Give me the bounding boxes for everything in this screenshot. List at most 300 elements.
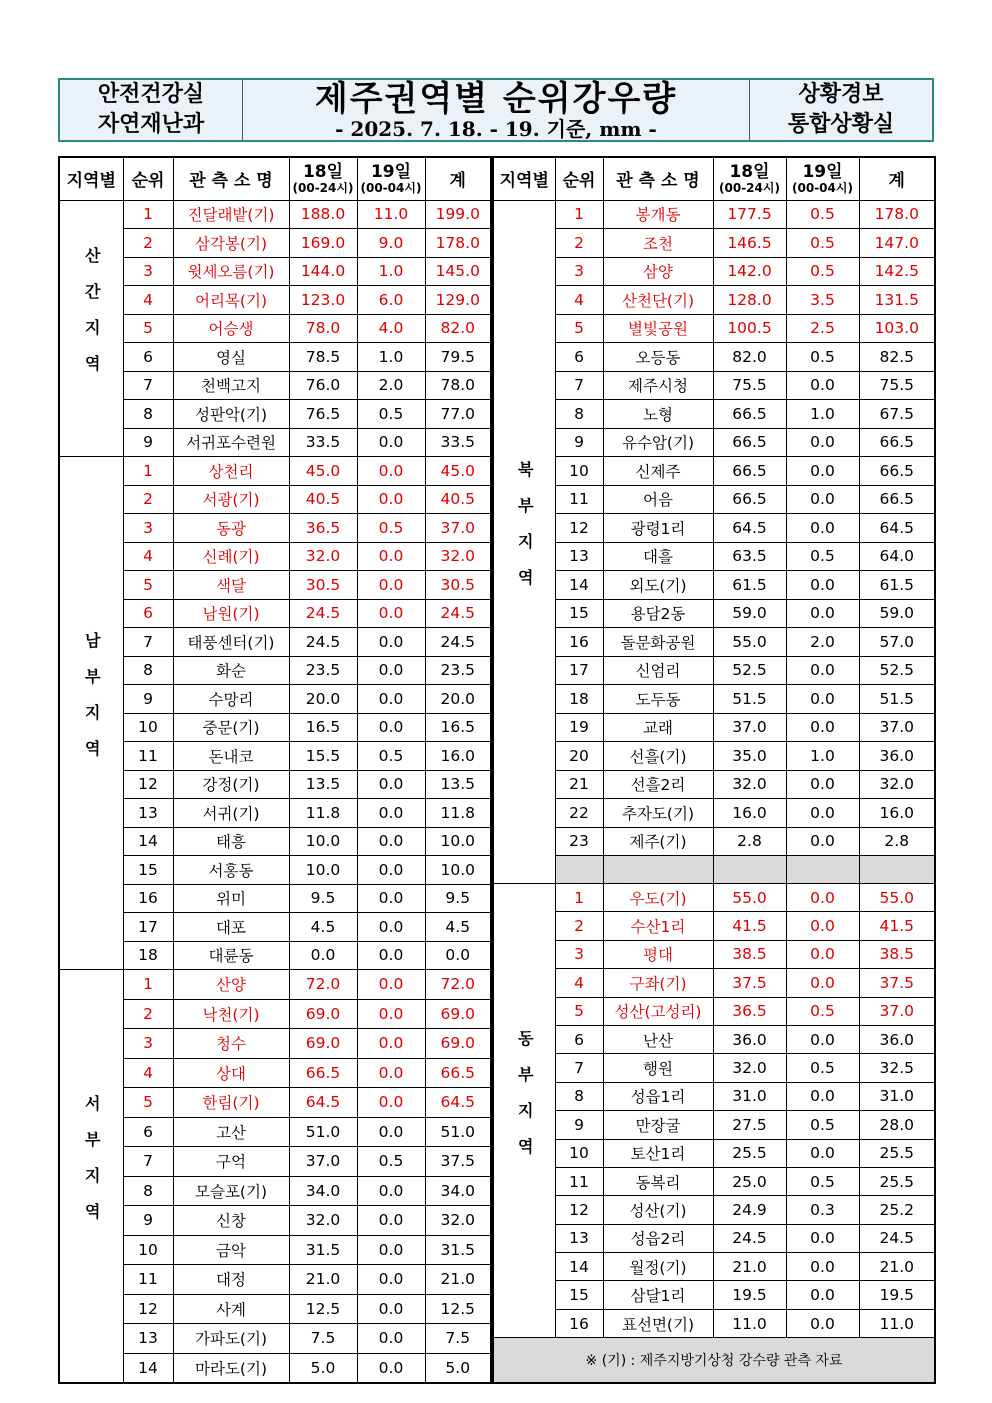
cell-station: 태풍센터(기) [173, 628, 289, 657]
cell-d19: 0.0 [786, 1281, 859, 1309]
cell-d18: 16.5 [289, 713, 357, 742]
cell-total: 34.0 [425, 1176, 491, 1206]
cell-d19: 9.0 [357, 229, 425, 258]
cell-total: 7.5 [425, 1324, 491, 1354]
cell-total: 37.0 [859, 997, 935, 1025]
cell-d18: 16.0 [713, 799, 786, 828]
cell-d18: 36.5 [289, 514, 357, 543]
table-row [59, 827, 491, 856]
cell-d18: 24.5 [289, 628, 357, 657]
cell-d18: 7.5 [289, 1324, 357, 1354]
cell-d18: 36.0 [713, 1025, 786, 1053]
cell-rank: 12 [123, 770, 173, 799]
cell-station: 성읍2리 [603, 1224, 713, 1252]
left-rainfall-table [58, 156, 492, 1384]
col-header-station: 관 측 소 명 [173, 157, 289, 200]
col-header-day18-label: 18일 [302, 162, 344, 183]
cell-total: 66.5 [425, 1058, 491, 1088]
cell-total: 37.5 [425, 1147, 491, 1177]
cell-rank: 20 [555, 742, 603, 771]
cell-station: 어음 [603, 485, 713, 514]
cell-d19: 0.0 [786, 514, 859, 543]
table-row [493, 969, 935, 997]
cell-d19: 0.0 [786, 940, 859, 968]
cell-rank: 8 [555, 400, 603, 429]
cell-d19: 0.0 [357, 856, 425, 885]
cell-rank: 22 [555, 799, 603, 828]
cell-station: 선흘(기) [603, 742, 713, 771]
cell-rank: 1 [555, 884, 603, 912]
cell-station: 한림(기) [173, 1088, 289, 1118]
cell-d19: 0.0 [786, 770, 859, 799]
cell-d18: 2.8 [713, 827, 786, 856]
cell-station: 천백고지 [173, 371, 289, 400]
cell-station: 서홍동 [173, 856, 289, 885]
cell-rank: 2 [123, 485, 173, 514]
cell-rank: 21 [555, 770, 603, 799]
column-header-row [59, 157, 491, 200]
cell-d19: 0.0 [357, 1088, 425, 1118]
cell-total: 0.0 [425, 941, 491, 970]
cell-d18: 25.5 [713, 1139, 786, 1167]
cell-total: 66.5 [859, 428, 935, 457]
column-header-row [493, 157, 935, 200]
cell-station: 수망리 [173, 685, 289, 714]
cell-station: 유수암(기) [603, 428, 713, 457]
cell-d18: 10.0 [289, 856, 357, 885]
cell-d18: 66.5 [713, 457, 786, 486]
cell-d19: 0.0 [357, 1324, 425, 1354]
cell-station: 광령1리 [603, 514, 713, 543]
cell-d19: 0.0 [786, 485, 859, 514]
table-row [59, 1058, 491, 1088]
region-cell-north [493, 200, 555, 884]
region-label: 북부지역 [515, 460, 535, 605]
cell-total: 10.0 [425, 856, 491, 885]
cell-d18: 21.0 [713, 1253, 786, 1281]
cell-total: 64.5 [859, 514, 935, 543]
table-row [493, 1253, 935, 1281]
cell-total: 72.0 [425, 970, 491, 1000]
cell-d19: 11.0 [357, 200, 425, 229]
cell-d19: 0.5 [786, 997, 859, 1025]
table-row [59, 514, 491, 543]
cell-d19: 0.0 [357, 656, 425, 685]
cell-station: 중문(기) [173, 713, 289, 742]
region-cell-west [59, 970, 123, 1383]
table-row [59, 542, 491, 571]
table-row [59, 1294, 491, 1324]
cell-d18: 38.5 [713, 940, 786, 968]
cell-rank: 17 [555, 656, 603, 685]
cell-station: 영실 [173, 343, 289, 372]
cell-total: 79.5 [425, 343, 491, 372]
cell-total: 16.0 [425, 742, 491, 771]
cell-d18: 45.0 [289, 457, 357, 486]
cell-d19: 0.5 [357, 400, 425, 429]
table-row [493, 997, 935, 1025]
cell-d19: 0.0 [357, 571, 425, 600]
cell-d18: 72.0 [289, 970, 357, 1000]
cell-d19: 0.0 [786, 571, 859, 600]
cell-total: 66.5 [859, 457, 935, 486]
cell-d19: 1.0 [357, 257, 425, 286]
col-header-rank: 순위 [123, 157, 173, 200]
cell-d18: 23.5 [289, 656, 357, 685]
cell-station: 돈내코 [173, 742, 289, 771]
cell-d19: 0.0 [357, 1265, 425, 1295]
region-cell-south [59, 457, 123, 970]
cell-d18: 144.0 [289, 257, 357, 286]
cell-d19: 0.0 [357, 1294, 425, 1324]
cell-rank: 6 [555, 1025, 603, 1053]
table-row [59, 685, 491, 714]
cell-d18: 30.5 [289, 571, 357, 600]
cell-rank: 6 [123, 599, 173, 628]
cell-station: 표선면(기) [603, 1309, 713, 1337]
cell-d19: 0.0 [786, 685, 859, 714]
cell-total: 16.0 [859, 799, 935, 828]
table-row [493, 827, 935, 856]
cell-station: 윗세오름(기) [173, 257, 289, 286]
cell-station: 만장굴 [603, 1111, 713, 1139]
cell-total: 67.5 [859, 400, 935, 429]
blank-cell [603, 856, 713, 884]
table-row [59, 628, 491, 657]
cell-station: 서귀(기) [173, 799, 289, 828]
cell-rank: 4 [123, 542, 173, 571]
cell-d19: 0.0 [786, 1139, 859, 1167]
cell-total: 32.0 [425, 542, 491, 571]
table-row [59, 1117, 491, 1147]
cell-d18: 78.5 [289, 343, 357, 372]
cell-total: 19.5 [859, 1281, 935, 1309]
table-row [59, 457, 491, 486]
table-row [493, 200, 935, 229]
table-row [493, 713, 935, 742]
cell-total: 82.0 [425, 314, 491, 343]
cell-rank: 5 [123, 571, 173, 600]
cell-rank: 6 [123, 343, 173, 372]
cell-d19: 0.5 [357, 742, 425, 771]
cell-total: 78.0 [425, 371, 491, 400]
cell-total: 129.0 [425, 286, 491, 315]
cell-d18: 27.5 [713, 1111, 786, 1139]
cell-d19: 0.0 [357, 941, 425, 970]
cell-station: 행원 [603, 1054, 713, 1082]
table-row [59, 799, 491, 828]
cell-rank: 8 [123, 1176, 173, 1206]
table-row [493, 1054, 935, 1082]
cell-rank: 13 [123, 1324, 173, 1354]
cell-rank: 15 [123, 856, 173, 885]
cell-total: 5.0 [425, 1353, 491, 1383]
cell-rank: 2 [123, 999, 173, 1029]
cell-total: 36.0 [859, 1025, 935, 1053]
cell-d19: 0.0 [786, 912, 859, 940]
cell-rank: 2 [123, 229, 173, 258]
cell-station: 금악 [173, 1235, 289, 1265]
col-header-total: 계 [859, 157, 935, 200]
cell-station: 대정 [173, 1265, 289, 1295]
cell-d18: 15.5 [289, 742, 357, 771]
cell-rank: 6 [123, 1117, 173, 1147]
cell-total: 38.5 [859, 940, 935, 968]
cell-total: 147.0 [859, 229, 935, 258]
cell-station: 서귀포수련원 [173, 428, 289, 457]
table-row [493, 1281, 935, 1309]
cell-station: 조천 [603, 229, 713, 258]
table-row [493, 229, 935, 258]
cell-d19: 0.0 [357, 457, 425, 486]
cell-d19: 1.0 [786, 742, 859, 771]
cell-rank: 9 [123, 428, 173, 457]
cell-rank: 14 [555, 1253, 603, 1281]
cell-station: 대포 [173, 913, 289, 942]
cell-d19: 4.0 [357, 314, 425, 343]
cell-d18: 32.0 [289, 1206, 357, 1236]
cell-total: 82.5 [859, 343, 935, 372]
cell-d19: 0.0 [357, 1029, 425, 1059]
cell-d18: 146.5 [713, 229, 786, 258]
cell-d18: 31.5 [289, 1235, 357, 1265]
cell-rank: 14 [123, 827, 173, 856]
cell-rank: 5 [123, 314, 173, 343]
cell-total: 33.5 [425, 428, 491, 457]
col-header-day18-hours: (00-24시) [292, 181, 354, 196]
cell-total: 36.0 [859, 742, 935, 771]
cell-station: 화순 [173, 656, 289, 685]
region-label: 서부지역 [82, 1094, 102, 1239]
office-line1: 상황경보 [798, 82, 884, 107]
cell-total: 178.0 [425, 229, 491, 258]
cell-d18: 169.0 [289, 229, 357, 258]
cell-d19: 0.0 [786, 599, 859, 628]
cell-station: 상천리 [173, 457, 289, 486]
table-row [493, 400, 935, 429]
cell-d19: 6.0 [357, 286, 425, 315]
cell-total: 75.5 [859, 371, 935, 400]
cell-total: 52.5 [859, 656, 935, 685]
table-row [59, 1029, 491, 1059]
cell-station: 태흥 [173, 827, 289, 856]
cell-d19: 1.0 [357, 343, 425, 372]
cell-d19: 0.0 [357, 542, 425, 571]
cell-d19: 0.0 [786, 1224, 859, 1252]
cell-d19: 0.0 [357, 1353, 425, 1383]
blank-cell [555, 856, 603, 884]
cell-station: 외도(기) [603, 571, 713, 600]
cell-rank: 15 [555, 1281, 603, 1309]
cell-d18: 34.0 [289, 1176, 357, 1206]
cell-rank: 11 [123, 742, 173, 771]
cell-rank: 8 [123, 400, 173, 429]
region-cell-mountain [59, 200, 123, 457]
col-header-day19 [357, 157, 425, 200]
col-header-day19-label: 19일 [370, 162, 412, 183]
cell-d19: 0.5 [786, 1167, 859, 1195]
cell-d18: 64.5 [289, 1088, 357, 1118]
cell-rank: 18 [555, 685, 603, 714]
region-label: 남부지역 [82, 632, 102, 776]
cell-total: 10.0 [425, 827, 491, 856]
cell-rank: 7 [123, 1147, 173, 1177]
table-row [59, 485, 491, 514]
department-line1: 안전건강실 [97, 82, 205, 107]
table-row [493, 1082, 935, 1110]
cell-d19: 0.5 [786, 200, 859, 229]
cell-d18: 37.0 [713, 713, 786, 742]
table-row [59, 286, 491, 315]
cell-total: 178.0 [859, 200, 935, 229]
table-row [59, 314, 491, 343]
cell-station: 산양 [173, 970, 289, 1000]
right-rainfall-table [492, 156, 936, 1384]
cell-d18: 66.5 [289, 1058, 357, 1088]
cell-d19: 0.0 [786, 656, 859, 685]
cell-d18: 76.0 [289, 371, 357, 400]
cell-d19: 0.0 [357, 884, 425, 913]
cell-d18: 19.5 [713, 1281, 786, 1309]
cell-station: 색달 [173, 571, 289, 600]
cell-station: 진달래밭(기) [173, 200, 289, 229]
cell-rank: 10 [123, 713, 173, 742]
title-box [242, 80, 750, 140]
cell-d19: 0.0 [786, 884, 859, 912]
cell-total: 31.0 [859, 1082, 935, 1110]
cell-d18: 52.5 [713, 656, 786, 685]
report-title: 제주권역별 순위강우량 [314, 79, 678, 119]
cell-rank: 12 [555, 514, 603, 543]
cell-total: 25.2 [859, 1196, 935, 1224]
cell-d18: 69.0 [289, 999, 357, 1029]
cell-rank: 11 [555, 485, 603, 514]
cell-total: 16.5 [425, 713, 491, 742]
cell-d19: 0.5 [786, 1111, 859, 1139]
table-row [493, 770, 935, 799]
col-header-day18 [289, 157, 357, 200]
cell-total: 199.0 [425, 200, 491, 229]
cell-d18: 78.0 [289, 314, 357, 343]
cell-rank: 16 [555, 628, 603, 657]
cell-total: 64.5 [425, 1088, 491, 1118]
cell-station: 대흘 [603, 542, 713, 571]
table-row [59, 1088, 491, 1118]
cell-rank: 11 [123, 1265, 173, 1295]
table-row [59, 1265, 491, 1295]
table-row [59, 1176, 491, 1206]
cell-total: 32.0 [425, 1206, 491, 1236]
cell-d19: 0.0 [357, 713, 425, 742]
table-row [493, 314, 935, 343]
col-header-total: 계 [425, 157, 491, 200]
cell-d18: 13.5 [289, 770, 357, 799]
cell-rank: 5 [555, 997, 603, 1025]
cell-total: 25.5 [859, 1139, 935, 1167]
cell-d18: 0.0 [289, 941, 357, 970]
cell-total: 9.5 [425, 884, 491, 913]
region-label: 산간지역 [82, 247, 102, 392]
cell-d19: 0.0 [357, 799, 425, 828]
cell-total: 32.0 [859, 770, 935, 799]
table-row [59, 941, 491, 970]
cell-station: 월정(기) [603, 1253, 713, 1281]
cell-rank: 2 [555, 912, 603, 940]
cell-rank: 4 [555, 286, 603, 315]
cell-station: 교래 [603, 713, 713, 742]
cell-total: 142.5 [859, 257, 935, 286]
cell-d18: 33.5 [289, 428, 357, 457]
cell-d18: 188.0 [289, 200, 357, 229]
cell-d19: 0.0 [357, 1058, 425, 1088]
cell-d19: 0.5 [786, 542, 859, 571]
cell-rank: 13 [555, 542, 603, 571]
cell-station: 서광(기) [173, 485, 289, 514]
table-row [59, 1147, 491, 1177]
cell-station: 별빛공원 [603, 314, 713, 343]
cell-total: 41.5 [859, 912, 935, 940]
col-header-region: 지역별 [59, 157, 123, 200]
cell-rank: 4 [123, 1058, 173, 1088]
cell-station: 구억 [173, 1147, 289, 1177]
cell-station: 난산 [603, 1025, 713, 1053]
cell-d18: 21.0 [289, 1265, 357, 1295]
cell-d18: 12.5 [289, 1294, 357, 1324]
cell-d18: 64.5 [713, 514, 786, 543]
cell-station: 어승생 [173, 314, 289, 343]
cell-total: 24.5 [425, 599, 491, 628]
cell-d18: 61.5 [713, 571, 786, 600]
cell-d19: 0.0 [786, 713, 859, 742]
cell-d18: 24.5 [713, 1224, 786, 1252]
cell-total: 12.5 [425, 1294, 491, 1324]
cell-total: 69.0 [425, 999, 491, 1029]
cell-d18: 128.0 [713, 286, 786, 315]
cell-d18: 35.0 [713, 742, 786, 771]
cell-rank: 17 [123, 913, 173, 942]
table-row [493, 1224, 935, 1252]
blank-cell [859, 856, 935, 884]
cell-d18: 142.0 [713, 257, 786, 286]
blank-cell [713, 856, 786, 884]
cell-rank: 4 [555, 969, 603, 997]
col-header-day18 [713, 157, 786, 200]
cell-d18: 66.5 [713, 400, 786, 429]
cell-total: 21.0 [425, 1265, 491, 1295]
cell-rank: 3 [123, 1029, 173, 1059]
table-row [59, 742, 491, 771]
cell-d18: 9.5 [289, 884, 357, 913]
cell-station: 선흘2리 [603, 770, 713, 799]
cell-d18: 51.5 [713, 685, 786, 714]
cell-rank: 8 [123, 656, 173, 685]
cell-station: 신례(기) [173, 542, 289, 571]
cell-d18: 10.0 [289, 827, 357, 856]
blank-row [493, 856, 935, 884]
col-header-day19-label: 19일 [802, 162, 843, 183]
cell-station: 삼각봉(기) [173, 229, 289, 258]
cell-d18: 37.0 [289, 1147, 357, 1177]
cell-rank: 16 [555, 1309, 603, 1337]
cell-d19: 0.0 [786, 969, 859, 997]
table-row [59, 770, 491, 799]
table-row [59, 599, 491, 628]
table-row [59, 713, 491, 742]
cell-d19: 2.5 [786, 314, 859, 343]
cell-station: 토산1리 [603, 1139, 713, 1167]
cell-rank: 13 [123, 799, 173, 828]
cell-station: 노형 [603, 400, 713, 429]
